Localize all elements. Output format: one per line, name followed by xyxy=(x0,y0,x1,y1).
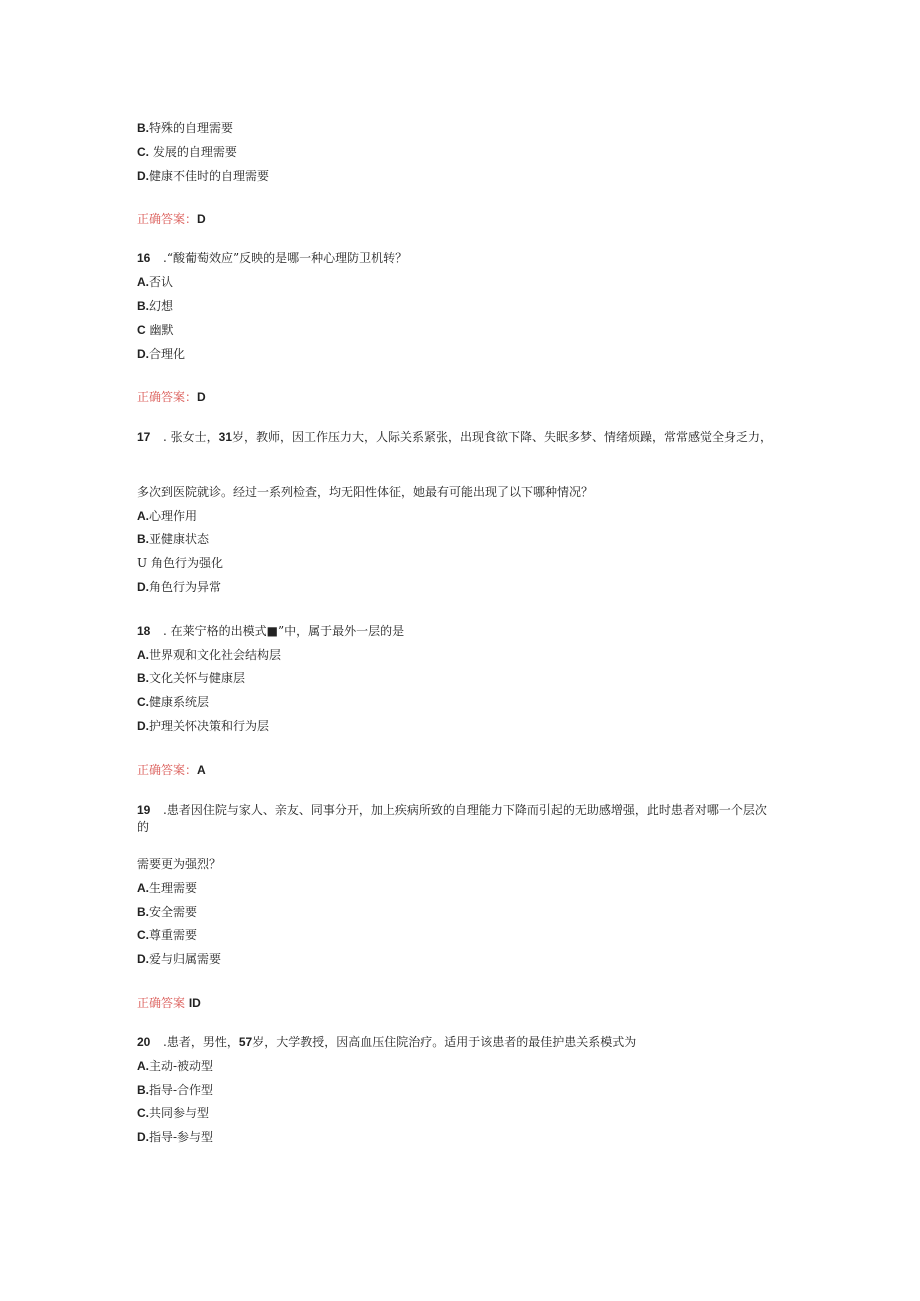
q18-option-c xyxy=(137,695,209,709)
option-text: 心理作用 xyxy=(149,509,198,523)
q20-option-c xyxy=(137,1106,209,1120)
q17-option-c xyxy=(137,556,223,570)
option-text: 合理化 xyxy=(149,347,186,361)
option-text: 共同参与型 xyxy=(149,1106,210,1120)
option-letter: C. xyxy=(137,695,149,709)
option-text: 角色行为异常 xyxy=(149,580,222,594)
q19-option-d xyxy=(137,952,221,966)
q16-option-b xyxy=(137,299,173,313)
option-text: 爱与归属需要 xyxy=(149,952,222,966)
option-letter: D. xyxy=(137,347,149,361)
option-text: 主动-被动型 xyxy=(149,1059,214,1073)
option-text: 亚健康状态 xyxy=(149,532,210,546)
answer-label: 正确答案 xyxy=(137,996,189,1010)
q16-option-a xyxy=(137,275,173,289)
q19-option-b xyxy=(137,905,197,919)
q18-answer xyxy=(137,763,206,777)
q15-option-b xyxy=(137,121,233,135)
option-letter: C xyxy=(137,323,146,337)
option-letter: C. xyxy=(137,145,149,159)
q20-stem xyxy=(137,1035,636,1049)
q17-stem xyxy=(137,429,777,446)
option-letter: B. xyxy=(137,299,149,313)
option-letter: D. xyxy=(137,580,149,594)
question-age: 31 xyxy=(218,430,232,444)
option-letter: A. xyxy=(137,881,149,895)
option-letter: A. xyxy=(137,275,149,289)
q15-option-c xyxy=(137,145,237,159)
answer-label: 正确答案： xyxy=(137,763,198,777)
q17-stem-continued xyxy=(137,485,593,499)
question-text: .患者因住院与家人、亲友、同事分开，加上疾病所致的自理能力下降而引起的无助感增强，此时患者对哪一个层次的 xyxy=(137,803,767,834)
q17-option-a xyxy=(137,509,197,523)
option-letter: B. xyxy=(137,532,149,546)
option-text: 角色行为强化 xyxy=(147,556,223,570)
option-letter: B. xyxy=(137,671,149,685)
q18-stem xyxy=(137,624,404,638)
q20-option-b xyxy=(137,1083,213,1097)
option-text: 发展的自理需要 xyxy=(149,145,237,159)
option-text: 生理需要 xyxy=(149,881,198,895)
q16-option-d xyxy=(137,347,185,361)
q19-stem-continued xyxy=(137,857,221,871)
question-text: 岁，大学教授，因高血压住院治疗。适用于该患者的最佳护患关系模式为 xyxy=(252,1035,637,1049)
question-age: 57 xyxy=(238,1035,253,1049)
option-text: 健康系统层 xyxy=(149,695,210,709)
option-text: 世界观和文化社会结构层 xyxy=(149,648,282,662)
q15-answer xyxy=(137,212,206,226)
q16-stem xyxy=(137,251,407,265)
q19-stem xyxy=(137,802,777,836)
question-number: 20 xyxy=(137,1035,151,1049)
q18-option-a xyxy=(137,648,281,662)
question-number: 17 xyxy=(137,430,151,444)
q16-option-c xyxy=(137,323,174,337)
option-letter: A. xyxy=(137,1059,149,1073)
option-letter: B. xyxy=(137,121,149,135)
question-text: . 在莱宁格的出模式■”中，属于最外一层的是 xyxy=(163,624,405,638)
option-text: 幻想 xyxy=(149,299,174,313)
answer-value: D xyxy=(197,390,206,404)
question-number: 16 xyxy=(137,251,151,265)
question-text: . 张女士， xyxy=(163,430,219,444)
q17-option-d xyxy=(137,580,221,594)
option-letter: C. xyxy=(137,1106,149,1120)
option-letter: B. xyxy=(137,905,149,919)
q20-option-d xyxy=(137,1130,213,1144)
question-text: .“酸葡萄效应”反映的是哪一种心理防卫机转？ xyxy=(163,251,408,265)
answer-value: ID xyxy=(188,996,201,1010)
q18-option-d xyxy=(137,719,269,733)
option-text: 文化关怀与健康层 xyxy=(149,671,246,685)
question-number: 18 xyxy=(137,624,151,638)
option-text: 安全需要 xyxy=(149,905,198,919)
option-letter: U xyxy=(137,556,148,570)
option-text: 否认 xyxy=(149,275,174,289)
answer-value: D xyxy=(197,212,206,226)
q15-option-d xyxy=(137,169,269,183)
option-letter: C. xyxy=(137,928,149,942)
question-number: 19 xyxy=(137,803,151,817)
q19-option-a xyxy=(137,881,197,895)
option-text: 特殊的自理需要 xyxy=(149,121,234,135)
q19-answer xyxy=(137,996,201,1010)
q20-option-a xyxy=(137,1059,213,1073)
option-letter: D. xyxy=(137,169,149,183)
option-text: 幽默 xyxy=(145,323,174,337)
option-text: 指导-参与型 xyxy=(149,1130,214,1144)
q18-option-b xyxy=(137,671,245,685)
answer-value: A xyxy=(197,763,206,777)
option-letter: D. xyxy=(137,719,149,733)
question-text: 需要更为强烈？ xyxy=(137,857,222,871)
option-letter: D. xyxy=(137,1130,149,1144)
question-text: .患者，男性， xyxy=(163,1035,239,1049)
q19-option-c xyxy=(137,928,197,942)
option-text: 尊重需要 xyxy=(149,928,198,942)
option-text: 指导-合作型 xyxy=(149,1083,214,1097)
q17-option-b xyxy=(137,532,209,546)
option-text: 护理关怀决策和行为层 xyxy=(149,719,270,733)
question-text: 岁，教师，因工作压力大，人际关系紧张，出现食欲下降、失眠多梦、情绪烦躁，常常感觉全身乏力， xyxy=(232,430,773,444)
question-text: 多次到医院就诊。经过一系列检查，均无阳性体征，她最有可能出现了以下哪种情况？ xyxy=(137,485,594,499)
option-letter: B. xyxy=(137,1083,149,1097)
option-letter: A. xyxy=(137,509,149,523)
option-letter: D. xyxy=(137,952,149,966)
answer-label: 正确答案： xyxy=(137,390,198,404)
option-text: 健康不佳时的自理需要 xyxy=(149,169,270,183)
option-letter: A. xyxy=(137,648,149,662)
answer-label: 正确答案： xyxy=(137,212,198,226)
q16-answer xyxy=(137,390,206,404)
